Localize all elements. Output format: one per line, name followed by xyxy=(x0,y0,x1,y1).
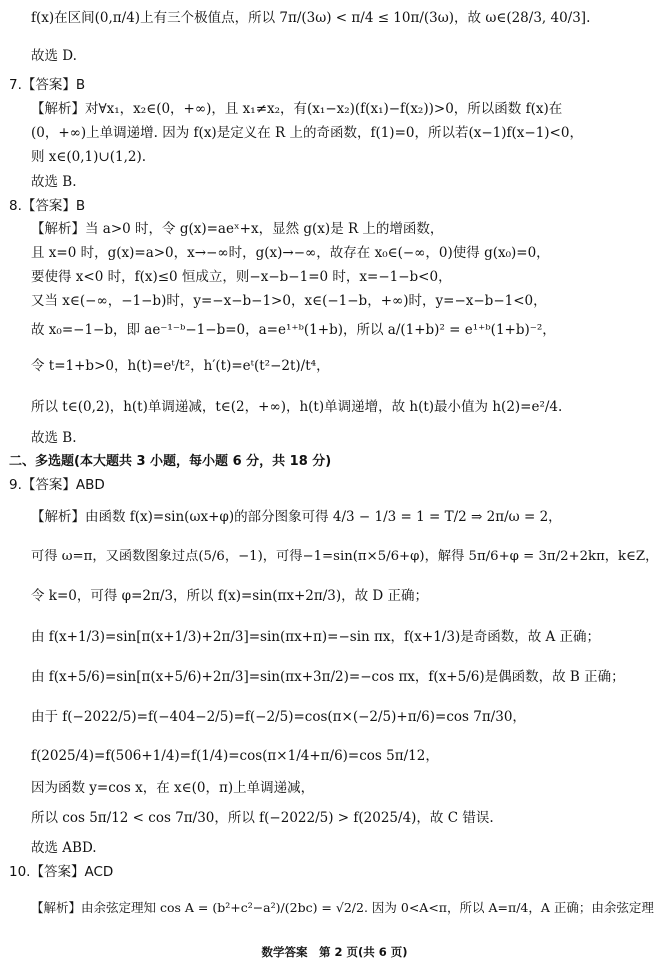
text-line: 令 t=1+b>0，h(t)=eᵗ/t²，h′(t)=eᵗ(t²−2t)/t⁴， xyxy=(31,358,330,374)
section-heading: 二、多选题(本大题共 3 小题，每小题 6 分，共 18 分) xyxy=(9,454,332,469)
text-line: 由 f(x+1/3)=sin[π(x+1/3)+2π/3]=sin(πx+π)=−sin πx，f(x+1/3)是奇函数，故 A 正确； xyxy=(31,629,601,645)
text-line: 故选 ABD. xyxy=(31,840,97,856)
text-line: 由 f(x+5/6)=sin[π(x+5/6)+2π/3]=sin(πx+3π/2)=−cos πx，f(x+5/6)是偶函数，故 B 正确； xyxy=(31,669,625,685)
text-line: 故选 B. xyxy=(31,174,77,190)
answer-heading-7: 7.【答案】B xyxy=(9,77,86,93)
text-line: 【解析】对∀x₁，x₂∈(0，+∞)，且 x₁≠x₂，有(x₁−x₂)(f(x₁)−f(x₂))>0，所以函数 f(x)在 xyxy=(31,101,563,117)
text-line: 【解析】由函数 f(x)=sin(ωx+φ)的部分图象可得 4/3 − 1/3 = 1 = T/2 ⇒ 2π/ω = 2， xyxy=(31,509,562,525)
text-line: 【解析】当 a>0 时，令 g(x)=aeˣ+x，显然 g(x)是 R 上的增函数， xyxy=(31,221,444,237)
text-line: 又当 x∈(−∞，−1−b)时，y=−x−b−1>0，x∈(−1−b，+∞)时，y=−x−b−1<0， xyxy=(31,293,547,309)
text-line: 故 x₀=−1−b，即 ae⁻¹⁻ᵇ−1−b=0，a=e¹⁺ᵇ(1+b)，所以 a/(1+b)² = e¹⁺ᵇ(1+b)⁻²， xyxy=(31,322,556,338)
answer-heading-10: 10.【答案】ACD xyxy=(9,864,114,880)
text-line: 由于 f(−2022/5)=f(−404−2/5)=f(−2/5)=cos(π×(−2/5)+π/6)=cos 7π/30， xyxy=(31,709,526,725)
text-line: 【解析】由余弦定理知 cos A = (b²+c²−a²)/(2bc) = √2/2. 因为 0<A<π，所以 A=π/4，A 正确；由余弦定理 xyxy=(31,900,654,915)
answer-heading-9: 9.【答案】ABD xyxy=(9,477,105,493)
answer-heading-8: 8.【答案】B xyxy=(9,198,86,214)
text-line: 所以 t∈(0,2)，h(t)单调递减，t∈(2，+∞)，h(t)单调递增，故 h(t)最小值为 h(2)=e²/4. xyxy=(31,399,563,415)
text-line: f(x)在区间(0,π/4)上有三个极值点，所以 7π/(3ω) < π/4 ≤ 10π/(3ω)，故 ω∈(28/3, 40/3]. xyxy=(31,10,591,26)
text-line: 所以 cos 5π/12 < cos 7π/30，所以 f(−2022/5) > f(2025/4)，故 C 错误. xyxy=(31,810,494,826)
text-line: 故选 B. xyxy=(31,430,77,446)
text-line: 故选 D. xyxy=(31,48,77,64)
text-line: 要使得 x<0 时，f(x)≤0 恒成立，则−x−b−1=0 时，x=−1−b<0， xyxy=(31,269,452,285)
text-line: 则 x∈(0,1)∪(1,2). xyxy=(31,149,147,165)
page-footer: 数学答案 第 2 页(共 6 页) xyxy=(261,945,408,959)
text-line: (0，+∞)上单调递增. 因为 f(x)是定义在 R 上的奇函数，f(1)=0，所以若(x−1)f(x−1)<0， xyxy=(31,125,583,141)
text-line: 且 x=0 时，g(x)=a>0，x→−∞时，g(x)→−∞，故存在 x₀∈(−∞，0)使得 g(x₀)=0， xyxy=(31,245,550,261)
text-line: f(2025/4)=f(506+1/4)=f(1/4)=cos(π×1/4+π/6)=cos 5π/12， xyxy=(31,748,439,764)
text-line: 令 k=0，可得 φ=2π/3，所以 f(x)=sin(πx+2π/3)，故 D 正确； xyxy=(31,588,429,604)
text-line: 可得 ω=π，又函数图象过点(5/6，−1)，可得−1=sin(π×5/6+φ)，解得 5π/6+φ = 3π/2+2kπ，k∈Z， xyxy=(31,549,659,564)
text-line: 因为函数 y=cos x，在 x∈(0，π)上单调递减， xyxy=(31,780,315,796)
